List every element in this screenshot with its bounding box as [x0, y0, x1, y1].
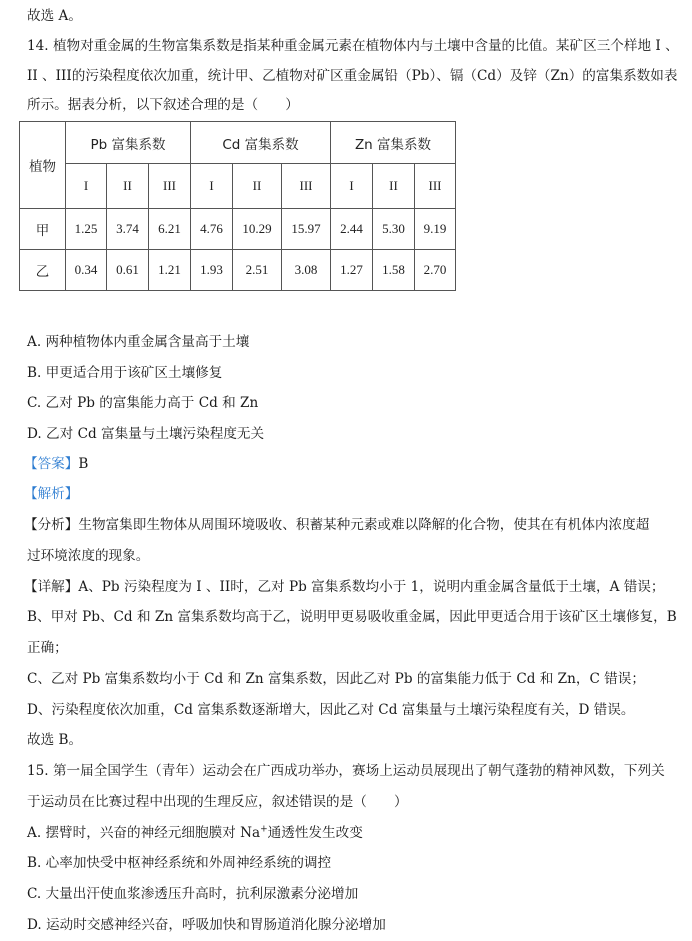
- q15-stem-line-2: 于运动员在比赛过程中出现的生理反应，叙述错误的是（ ）: [27, 794, 408, 810]
- table-cell: 0.34: [66, 250, 107, 291]
- q14-option-b: B. 甲更适合用于该矿区土壤修复: [27, 365, 223, 381]
- subheader: I: [66, 164, 107, 209]
- xiangjie-line-5: D、污染程度依次加重，Cd 富集系数逐渐增大，因此乙对 Cd 富集量与土壤污染程度有关，D 错误。: [27, 702, 635, 718]
- header-plant: 植物: [20, 122, 66, 209]
- q15-option-a-sup: +: [260, 824, 268, 835]
- table-cell: 5.30: [373, 209, 415, 250]
- xiangjie-line-1: [24, 577, 665, 597]
- analysis-heading: [24, 484, 78, 504]
- subheader: III: [282, 164, 331, 209]
- table-header-row-2: [20, 164, 456, 209]
- table-cell: 10.29: [233, 209, 282, 250]
- header-cd: Cd 富集系数: [191, 122, 331, 164]
- subheader: II: [233, 164, 282, 209]
- q14-option-a: A. 两种植物体内重金属含量高于土壤: [27, 334, 250, 350]
- enrichment-table: [19, 121, 456, 291]
- subheader: I: [331, 164, 373, 209]
- fenxi-line-1: [24, 515, 649, 535]
- q15-option-d: D. 运动时交感神经兴奋，呼吸加快和胃肠道消化腺分泌增加: [27, 917, 386, 933]
- subheader: III: [149, 164, 191, 209]
- table-row: [20, 209, 456, 250]
- table-cell: 1.93: [191, 250, 233, 291]
- q15-option-b: B. 心率加快受中枢神经系统和外周神经系统的调控: [27, 855, 332, 871]
- fenxi-line-2: 过环境浓度的现象。: [27, 548, 150, 564]
- subheader: I: [191, 164, 233, 209]
- previous-answer: 故选 A。: [27, 8, 82, 24]
- xiangjie-line-4: C、乙对 Pb 富集系数均小于 Cd 和 Zn 富集系数，因此乙对 Pb 的富集能力低于 Cd 和 Zn，C 错误；: [27, 671, 645, 687]
- q15-stem-text-1: 第一届全国学生（青年）运动会在广西成功举办，赛场上运动员展现出了朝气蓬勃的精神风数，下列关: [52, 763, 665, 779]
- table-header-row-1: [20, 122, 456, 164]
- table-cell: 2.51: [233, 250, 282, 291]
- table-cell: 2.70: [415, 250, 456, 291]
- table-cell: 3.74: [107, 209, 149, 250]
- xiangjie-line-6: 故选 B。: [27, 732, 83, 748]
- q14-option-d: D. 乙对 Cd 富集量与土壤污染程度无关: [27, 426, 265, 442]
- table-cell: 1.25: [66, 209, 107, 250]
- table-cell: 15.97: [282, 209, 331, 250]
- q14-stem-line-1: [27, 36, 679, 56]
- table-cell: 1.27: [331, 250, 373, 291]
- fenxi-text-1: 生物富集即生物体从周围环境吸收、积蓄某种元素或难以降解的化合物，使其在有机体内浓度超: [78, 517, 650, 533]
- header-pb: Pb 富集系数: [66, 122, 191, 164]
- table-cell: 4.76: [191, 209, 233, 250]
- subheader: III: [415, 164, 456, 209]
- xiangjie-label: 【详解】: [24, 579, 79, 595]
- q15-number: 15.: [27, 763, 49, 779]
- answer-value: B: [78, 456, 89, 472]
- plant-name: 乙: [20, 250, 66, 291]
- table-cell: 0.61: [107, 250, 149, 291]
- xiangjie-line-2: B、甲对 Pb、Cd 和 Zn 富集系数均高于乙，说明甲更易吸收重金属，因此甲更适合用于该矿区土壤修复，B: [27, 609, 677, 625]
- table-row: [20, 250, 456, 291]
- fenxi-label: 【分析】: [24, 517, 79, 533]
- answer-line: [24, 454, 88, 474]
- q15-option-a-post: 通透性发生改变: [267, 825, 363, 841]
- q15-option-a-pre: A. 摆臂时，兴奋的神经元细胞膜对 Na: [27, 825, 261, 841]
- q14-stem-line-3: 所示。据表分析，以下叙述合理的是（ ）: [27, 97, 299, 113]
- subheader: II: [373, 164, 415, 209]
- q14-option-c: C. 乙对 Pb 的富集能力高于 Cd 和 Zn: [27, 395, 259, 411]
- q14-stem-line-2: II 、III的污染程度依次加重，统计甲、乙植物对矿区重金属铅（Pb）、镉（Cd）及锌（Zn）的富集系数如表: [27, 68, 678, 84]
- answer-label: 【答案】: [24, 456, 79, 472]
- table-cell: 1.58: [373, 250, 415, 291]
- q15-option-c: C. 大量出汗使血浆渗透压升高时，抗利尿激素分泌增加: [27, 886, 359, 902]
- plant-name: 甲: [20, 209, 66, 250]
- analysis-label: 【解析】: [24, 486, 79, 502]
- q15-stem-line-1: [27, 761, 665, 781]
- table-cell: 1.21: [149, 250, 191, 291]
- table-cell: 3.08: [282, 250, 331, 291]
- q15-option-a: [27, 823, 363, 843]
- q14-number: 14.: [27, 38, 49, 54]
- table-cell: 9.19: [415, 209, 456, 250]
- q14-stem-text-1: 植物对重金属的生物富集系数是指某种重金属元素在植物体内与土壤中含量的比值。某矿区三个样地 I 、: [52, 38, 679, 54]
- xiangjie-text-1: A、Pb 污染程度为 I 、II时，乙对 Pb 富集系数均小于 1，说明内重金属含量低于土壤，A 错误；: [78, 579, 665, 595]
- subheader: II: [107, 164, 149, 209]
- header-zn: Zn 富集系数: [331, 122, 456, 164]
- table-cell: 2.44: [331, 209, 373, 250]
- table-cell: 6.21: [149, 209, 191, 250]
- xiangjie-line-3: 正确；: [27, 640, 68, 656]
